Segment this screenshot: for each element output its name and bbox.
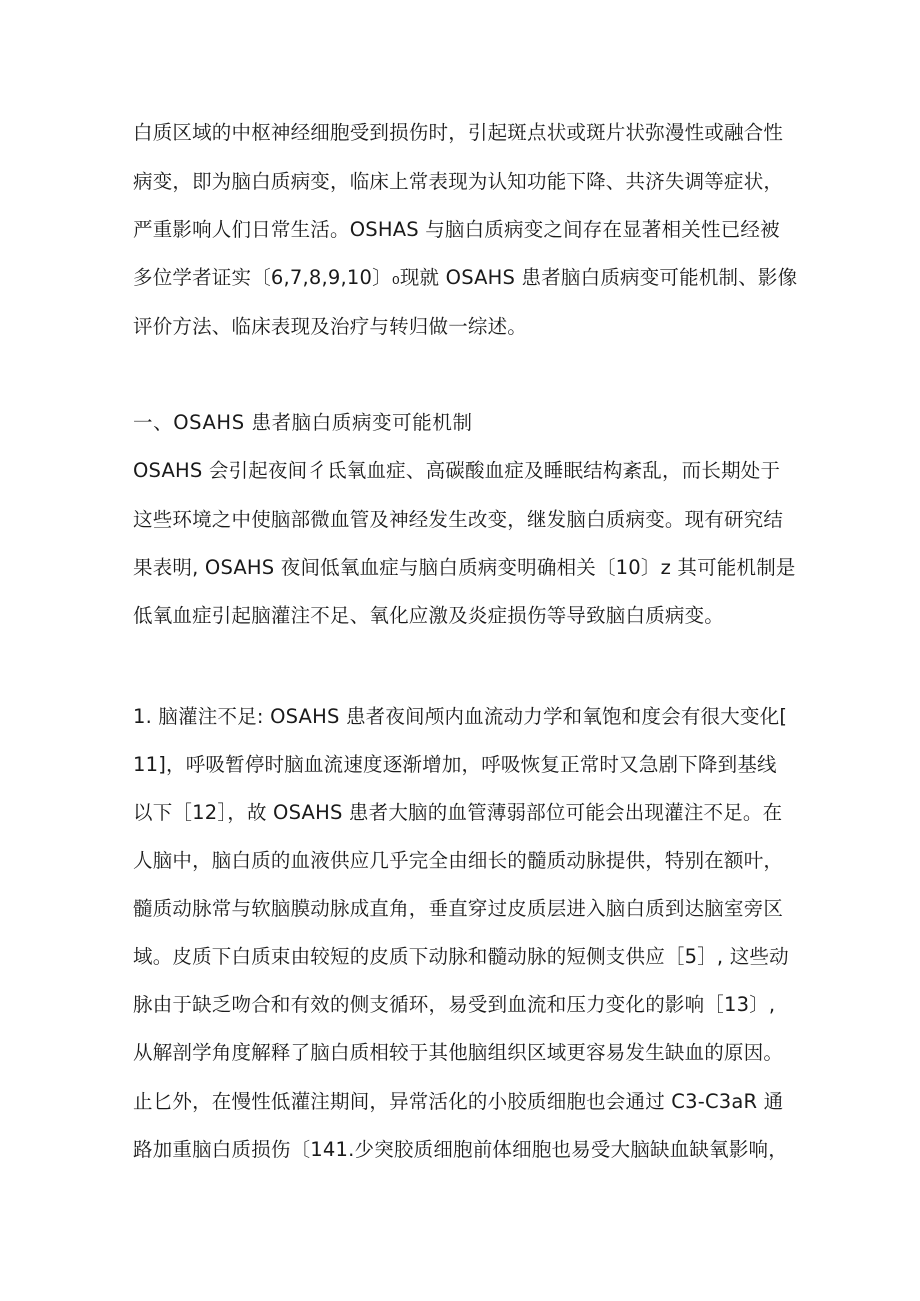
text-line: OSAHS 会引起夜间彳氐氧血症、高碳酸血症及睡眠结构紊乱，而长期处于 [133, 459, 781, 482]
text-line: 止匕外，在慢性低灌注期间，异常活化的小胶质细胞也会通过 C3-C3aR 通 [133, 1090, 784, 1113]
section-heading: 一、OSAHS 患者脑白质病变可能机制 [133, 411, 473, 434]
text-line: 1. 脑灌注不足: OSAHS 患者夜间颅内血流动力学和氧饱和度会有很大变化[ [133, 705, 788, 728]
text-line: 11]，呼吸暂停时脑血流速度逐渐增加，呼吸恢复正常时又急剧下降到基线 [133, 753, 777, 776]
text-line: 人脑中，脑白质的血液供应几乎完全由细长的髓质动脉提供，特别在额叶， [133, 849, 784, 872]
text-line: 评价方法、临床表现及治疗与转归做一综述。 [133, 315, 528, 338]
text-line: 多位学者证实〔6,7,8,9,10〕₀现就 OSAHS 患者脑白质病变可能机制、影像 [133, 266, 798, 289]
text-line: 脉由于缺乏吻合和有效的侧支循环，易受到血流和压力变化的影响［13〕, [133, 993, 776, 1016]
text-line: 路加重脑白质损伤〔141.少突胶质细胞前体细胞也易受大脑缺血缺氧影响， [133, 1138, 788, 1161]
text-line: 从解剖学角度解释了脑白质相较于其他脑组织区域更容易发生缺血的原因。 [133, 1041, 784, 1064]
text-line: 以下［12］，故 OSAHS 患者大脑的血管薄弱部位可能会出现灌注不足。在 [133, 801, 783, 824]
text-line: 髓质动脉常与软脑膜动脉成直角，垂直穿过皮质层进入脑白质到达脑室旁区 [133, 897, 784, 920]
text-line: 严重影响人们日常生活。OSHAS 与脑白质病变之间存在显著相关性已经被 [133, 218, 780, 241]
text-line: 这些环境之中使脑部微血管及神经发生改变，继发脑白质病变。现有研究结 [133, 508, 784, 531]
text-line: 低氧血症引起脑灌注不足、氧化应激及炎症损伤等导致脑白质病变。 [133, 604, 725, 627]
text-line: 白质区域的中枢神经细胞受到损伤时，引起斑点状或斑片状弥漫性或融合性 [133, 121, 784, 144]
text-line: 病变，即为脑白质病变，临床上常表现为认知功能下降、共济失调等症状， [133, 170, 784, 193]
text-line: 域。皮质下白质束由较短的皮质下动脉和髓动脉的短侧支供应［5］, 这些动 [133, 945, 789, 968]
text-line: 果表明, OSAHS 夜间低氧血症与脑白质病变明确相关〔10〕z 其可能机制是 [133, 556, 796, 579]
